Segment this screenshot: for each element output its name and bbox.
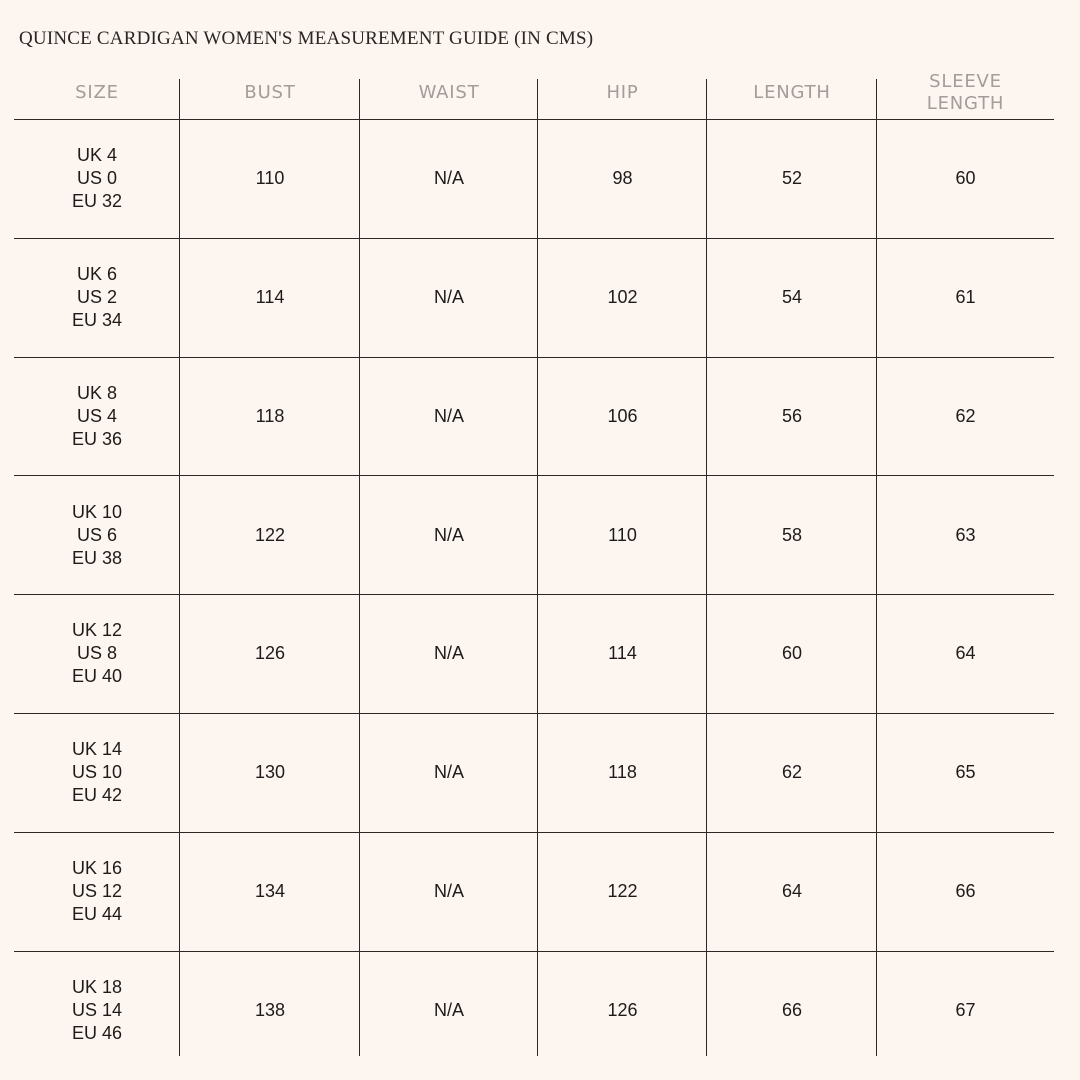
- size-uk: UK 16: [71, 858, 123, 878]
- hip-cell: 122: [607, 881, 638, 901]
- size-uk: UK 12: [71, 620, 123, 640]
- sleeve-cell: 62: [955, 406, 976, 426]
- waist-cell: N/A: [433, 525, 464, 545]
- header-hip: HIP: [606, 82, 639, 103]
- size-eu: EU 46: [71, 1023, 123, 1043]
- size-us: US 14: [71, 1000, 123, 1020]
- waist-cell: N/A: [433, 168, 464, 188]
- bust-cell: 110: [255, 168, 285, 188]
- hip-cell: 106: [607, 406, 638, 426]
- table-row: [0, 357, 1080, 476]
- table-row: [0, 238, 1080, 357]
- bust-cell: 118: [255, 406, 285, 426]
- size-eu: EU 32: [71, 191, 123, 211]
- sleeve-cell: 61: [955, 287, 976, 307]
- bust-cell: 134: [254, 881, 286, 901]
- size-us: US 4: [76, 406, 118, 426]
- sleeve-cell: 60: [955, 168, 976, 188]
- size-cell: [14, 238, 180, 357]
- length-cell: 62: [781, 762, 803, 782]
- bust-cell: 122: [254, 525, 286, 545]
- size-eu: EU 34: [71, 310, 123, 330]
- sleeve-cell: 67: [955, 1000, 976, 1020]
- size-cell: [14, 594, 180, 713]
- bust-cell: 130: [254, 762, 286, 782]
- sleeve-cell: 63: [955, 525, 976, 545]
- header-waist: WAIST: [418, 82, 480, 103]
- size-uk: UK 4: [76, 145, 118, 165]
- table-row: [0, 951, 1080, 1070]
- sleeve-cell: 65: [955, 762, 976, 782]
- length-cell: 60: [781, 643, 803, 663]
- bust-cell: 126: [254, 643, 286, 663]
- waist-cell: N/A: [433, 406, 464, 426]
- length-cell: 66: [781, 1000, 803, 1020]
- table-row: [0, 594, 1080, 713]
- hip-cell: 118: [608, 762, 637, 782]
- size-uk: UK 8: [76, 383, 118, 403]
- size-uk: UK 10: [71, 502, 123, 522]
- hip-cell: 110: [608, 525, 637, 545]
- size-cell: [14, 832, 180, 951]
- bust-cell: 114: [255, 287, 285, 307]
- waist-cell: N/A: [433, 762, 464, 782]
- bust-cell: 138: [254, 1000, 286, 1020]
- table-row: [0, 713, 1080, 832]
- header-size: SIZE: [75, 82, 119, 103]
- size-eu: EU 44: [71, 904, 123, 924]
- size-eu: EU 42: [71, 785, 123, 805]
- size-us: US 10: [71, 762, 123, 782]
- header-length: LENGTH: [753, 82, 831, 103]
- size-uk: UK 6: [76, 264, 118, 284]
- size-cell: [14, 119, 180, 238]
- size-eu: EU 38: [71, 548, 123, 568]
- length-cell: 58: [781, 525, 803, 545]
- hip-cell: 102: [607, 287, 638, 307]
- hip-cell: 114: [608, 643, 637, 663]
- size-us: US 8: [76, 643, 118, 663]
- header-sleeve-line1: SLEEVE: [929, 71, 1002, 92]
- sleeve-cell: 64: [955, 643, 976, 663]
- size-us: US 12: [71, 881, 123, 901]
- length-cell: 52: [781, 168, 803, 188]
- table-row: [0, 476, 1080, 595]
- size-uk: UK 14: [71, 739, 123, 759]
- hip-cell: 126: [607, 1000, 638, 1020]
- header-bust: BUST: [244, 82, 296, 103]
- page-title: QUINCE CARDIGAN WOMEN'S MEASUREMENT GUIDE (IN CMS): [19, 28, 594, 49]
- waist-cell: N/A: [433, 287, 464, 307]
- sleeve-cell: 66: [955, 881, 976, 901]
- waist-cell: N/A: [433, 1000, 464, 1020]
- size-eu: EU 36: [71, 429, 123, 449]
- size-cell: [14, 713, 180, 832]
- waist-cell: N/A: [433, 643, 464, 663]
- size-cell: [14, 951, 180, 1070]
- size-cell: [14, 476, 180, 595]
- length-cell: 56: [781, 406, 803, 426]
- size-us: US 0: [76, 168, 118, 188]
- length-cell: 54: [781, 287, 803, 307]
- table-row: [0, 119, 1080, 238]
- waist-cell: N/A: [433, 881, 464, 901]
- hip-cell: 98: [612, 168, 633, 188]
- size-us: US 2: [76, 287, 118, 307]
- size-eu: EU 40: [71, 666, 123, 686]
- length-cell: 64: [781, 881, 803, 901]
- table-row: [0, 832, 1080, 951]
- size-us: US 6: [76, 525, 118, 545]
- size-uk: UK 18: [71, 977, 123, 997]
- header-sleeve-line2: LENGTH: [926, 93, 1005, 114]
- header-sleeve-length: [877, 66, 1054, 120]
- size-cell: [14, 357, 180, 476]
